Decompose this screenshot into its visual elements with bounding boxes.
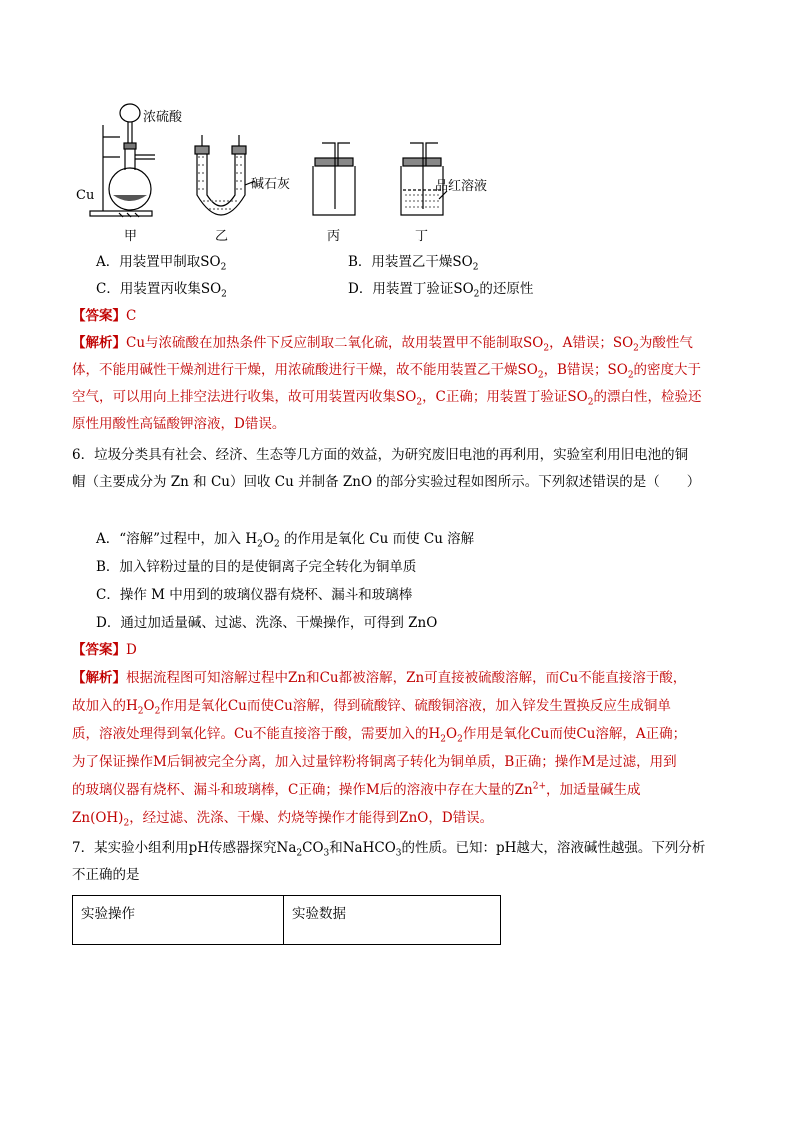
q6-analysis-line3: 质，溶液处理得到氧化锌。Cu不能直接溶于酸，需要加入的$H_2O_2$作用是氧化Cu而使Cu溶解，A正确； bbox=[72, 726, 687, 745]
q5-option-d: D．用装置丁验证$SO_2$的还原性 bbox=[348, 281, 534, 300]
label-yi: 乙 bbox=[215, 229, 229, 244]
q6-analysis-line4: 为了保证操作M后铜被完全分离，加入过量锌粉将铜离子转化为铜单质，B正确；操作M是过滤，用到 bbox=[72, 754, 677, 770]
label-magenta: 品红溶液 bbox=[435, 179, 488, 194]
label-bing: 丙 bbox=[327, 229, 341, 244]
q5-option-c: C．用装置丙收集$SO_2$ bbox=[96, 281, 227, 300]
q7-stem-line1: 7．某实验小组利用pH传感器探究$Na_2CO_3$和NaHCO$_3$的性质。已知：pH越大，溶液碱性越强。下列分析 bbox=[72, 840, 706, 859]
q6-stem-line2: 帽（主要成分为 Zn 和 Cu）回收 Cu 并制备 ZnO 的部分实验过程如图所示。下列叙述错误的是（ ） bbox=[72, 474, 701, 490]
q6-stem-line1: 6．垃圾分类具有社会、经济、生态等几方面的效益，为研究废旧电池的再利用，实验室利用旧电池的铜 bbox=[72, 447, 689, 463]
q6-answer: 【答案】D bbox=[72, 642, 137, 658]
apparatus-yi bbox=[195, 135, 255, 215]
table-header-operation: 实验操作 bbox=[73, 896, 284, 945]
table-row bbox=[73, 896, 501, 945]
q6-option-a: A．“溶解”过程中，加入 $H_2O_2$ 的作用是氧化 Cu 而使 Cu 溶解 bbox=[96, 531, 475, 550]
q5-analysis-line2: 体，不能用碱性干燥剂进行干燥，用浓硫酸进行干燥，故不能用装置乙干燥$SO_2$，B错误；$SO_2$的密度大于 bbox=[72, 362, 702, 381]
label-jia: 甲 bbox=[124, 229, 138, 244]
label-ding: 丁 bbox=[415, 229, 429, 244]
q5-option-a: A．用装置甲制取$SO_2$ bbox=[96, 254, 227, 273]
apparatus-diagram bbox=[75, 95, 495, 245]
q6-option-b: B．加入锌粉过量的目的是使铜离子完全转化为铜单质 bbox=[96, 559, 417, 575]
q6-analysis-line5: 的玻璃仪器有烧杯、漏斗和玻璃棒，C正确；操作M后的溶液中存在大量的$Zn^{2+}$，加适量碱生成 bbox=[72, 781, 641, 798]
q5-analysis-line1: 【解析】Cu与浓硫酸在加热条件下反应制取二氧化硫，故用装置甲不能制取$SO_2$，A错误；$SO_2$为酸性气 bbox=[72, 335, 693, 354]
q7-stem-line2: 不正确的是 bbox=[72, 867, 140, 883]
label-cu: Cu bbox=[76, 188, 95, 203]
q6-option-c: C．操作 M 中用到的玻璃仪器有烧杯、漏斗和玻璃棒 bbox=[96, 587, 413, 603]
apparatus-figure bbox=[75, 95, 495, 245]
q6-option-d: D．通过加适量碱、过滤、洗涤、干燥操作，可得到 ZnO bbox=[96, 615, 438, 631]
q5-analysis-line3: 空气，可以用向上排空法进行收集，故可用装置丙收集$SO_2$，C正确；用装置丁验证$SO_2$的漂白性，检验还 bbox=[72, 389, 702, 408]
q5-option-b: B．用装置乙干燥$SO_2$ bbox=[348, 254, 479, 273]
q6-analysis-line6: $Zn(OH)_2$，经过滤、洗涤、干燥、灼烧等操作才能得到ZnO，D错误。 bbox=[72, 810, 494, 829]
q6-analysis-line2: 故加入的$H_2O_2$作用是氧化Cu而使Cu溶解，得到硫酸锌、硫酸铜溶液，加入锌发生置换反应生成铜单 bbox=[72, 698, 671, 717]
label-soda-lime: 碱石灰 bbox=[251, 177, 291, 192]
q7-table bbox=[72, 895, 501, 945]
table-header-data: 实验数据 bbox=[284, 896, 501, 945]
q5-analysis-line4: 原性用酸性高锰酸钾溶液，D错误。 bbox=[72, 416, 286, 432]
apparatus-bing bbox=[313, 143, 355, 215]
label-conc-acid: 浓硫酸 bbox=[143, 110, 183, 125]
q6-analysis-line1: 【解析】根据流程图可知溶解过程中Zn和Cu都被溶解，Zn可直接被硫酸溶解，而Cu不能直接溶于酸， bbox=[72, 670, 687, 686]
q5-answer: 【答案】C bbox=[72, 308, 137, 324]
